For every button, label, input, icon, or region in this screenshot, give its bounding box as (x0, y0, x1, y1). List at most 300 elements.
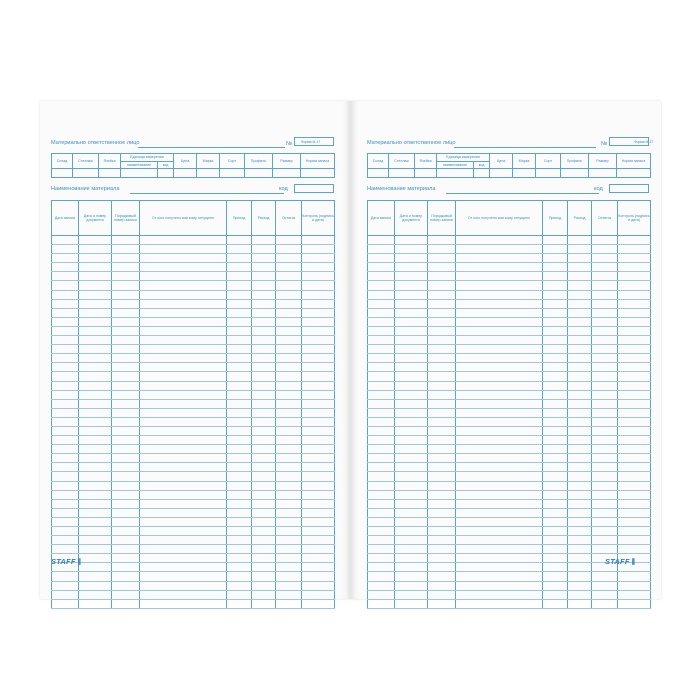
ledger-cell (112, 508, 140, 517)
ledger-cell (52, 472, 79, 481)
ledger-row (368, 445, 651, 454)
ledger-row (368, 245, 651, 254)
ledger-row (52, 326, 335, 335)
ledger-cell (568, 317, 592, 326)
ledger-cell (568, 336, 592, 345)
ledger-cell (302, 463, 335, 472)
ledger-cell (227, 554, 252, 563)
ledger-cell (79, 536, 112, 545)
ledger-cell (52, 372, 79, 381)
ledger-cell (592, 463, 618, 472)
ledger-cell (79, 481, 112, 490)
ledger-row (368, 281, 651, 290)
ledger-cell (592, 536, 618, 545)
staff-logo (51, 557, 81, 567)
ledger-cell (395, 399, 428, 408)
ledger-cell (52, 590, 79, 599)
ledger-cell (227, 372, 252, 381)
ledger-col-control: Контроль (подпись и дата) (618, 201, 651, 236)
col-price: Цена (490, 154, 513, 169)
ledger-col-income: Приход (543, 201, 568, 236)
ledger-cell (52, 272, 79, 281)
ledger-cell (227, 390, 252, 399)
ledger-cell (252, 399, 276, 408)
ledger-cell (252, 363, 276, 372)
ledger-cell (227, 417, 252, 426)
ledger-cell (302, 363, 335, 372)
ledger-cell (592, 490, 618, 499)
ledger-row (368, 354, 651, 363)
ledger-cell (568, 236, 592, 245)
ledger-row (368, 326, 651, 335)
ledger-cell (543, 236, 568, 245)
ledger-cell (618, 490, 651, 499)
ledger-cell (592, 336, 618, 345)
ledger-cell (543, 399, 568, 408)
ledger-cell (302, 490, 335, 499)
ledger-cell (227, 545, 252, 554)
ledger-cell (428, 554, 456, 563)
ledger-cell (79, 517, 112, 526)
ledger-cell (112, 390, 140, 399)
ledger-cell (276, 554, 302, 563)
ledger-cell (79, 272, 112, 281)
ledger-cell (592, 436, 618, 445)
ledger-cell (252, 290, 276, 299)
cell-empty (368, 169, 389, 178)
ledger-cell (395, 354, 428, 363)
ledger-cell (52, 417, 79, 426)
ledger-cell (227, 436, 252, 445)
ledger-cell (618, 481, 651, 490)
ledger-cell (302, 508, 335, 517)
ledger-cell (227, 281, 252, 290)
ledger-col-seq: Порядковый номер записи (428, 201, 456, 236)
ledger-cell (568, 508, 592, 517)
ledger-cell (428, 527, 456, 536)
ledger-row (52, 517, 335, 526)
ledger-cell (456, 472, 543, 481)
ledger-row (52, 363, 335, 372)
ledger-cell (395, 372, 428, 381)
ledger-row (52, 572, 335, 581)
ledger-cell (140, 254, 227, 263)
ledger-cell (568, 390, 592, 399)
ledger-row (368, 399, 651, 408)
ledger-cell (79, 390, 112, 399)
ledger-cell (302, 354, 335, 363)
ledger-cell (140, 308, 227, 317)
ledger-cell (302, 581, 335, 590)
ledger-cell (112, 527, 140, 536)
ledger-cell (112, 299, 140, 308)
ledger-cell (276, 481, 302, 490)
ledger-row (52, 381, 335, 390)
ledger-cell (543, 590, 568, 599)
ledger-cell (276, 517, 302, 526)
ledger-cell (428, 436, 456, 445)
ledger-cell (618, 536, 651, 545)
ledger-cell (252, 245, 276, 254)
ledger-cell (428, 445, 456, 454)
ledger-cell (568, 399, 592, 408)
ledger-cell (302, 527, 335, 536)
ledger-cell (140, 463, 227, 472)
ledger-cell (618, 408, 651, 417)
ledger-cell (252, 336, 276, 345)
ledger-cell (276, 245, 302, 254)
code-label: код (279, 186, 288, 192)
ledger-cell (428, 572, 456, 581)
ledger-cell (592, 272, 618, 281)
ledger-cell (52, 390, 79, 399)
ledger-cell (368, 308, 395, 317)
ledger-cell (428, 581, 456, 590)
ledger-cell (368, 599, 395, 608)
ledger-cell (276, 381, 302, 390)
cell-empty (220, 169, 245, 178)
ledger-cell (543, 263, 568, 272)
ledger-cell (456, 308, 543, 317)
ledger-cell (79, 354, 112, 363)
ledger-cell (618, 272, 651, 281)
ledger-cell (592, 481, 618, 490)
ledger-cell (302, 590, 335, 599)
ledger-cell (79, 408, 112, 417)
ledger-row (52, 236, 335, 245)
ledger-cell (140, 527, 227, 536)
ledger-cell (302, 299, 335, 308)
ledger-cell (112, 517, 140, 526)
ledger-row (52, 445, 335, 454)
ledger-cell (428, 508, 456, 517)
ledger-cell (302, 536, 335, 545)
ledger-cell (592, 590, 618, 599)
ledger-cell (395, 463, 428, 472)
ledger-cell (112, 599, 140, 608)
ledger-cell (79, 236, 112, 245)
ledger-cell (618, 499, 651, 508)
ledger-cell (140, 390, 227, 399)
ledger-cell (456, 454, 543, 463)
ledger-cell (112, 572, 140, 581)
ledger-cell (618, 254, 651, 263)
ledger-cell (276, 290, 302, 299)
ledger-cell (140, 581, 227, 590)
ledger-cell (252, 481, 276, 490)
ledger-row (52, 336, 335, 345)
ledger-cell (368, 417, 395, 426)
ledger-cell (395, 272, 428, 281)
ledger-cell (52, 345, 79, 354)
ledger-cell (568, 554, 592, 563)
ledger-cell (543, 472, 568, 481)
ledger-row (52, 454, 335, 463)
ledger-cell (276, 345, 302, 354)
col-brand: Марка (197, 154, 220, 169)
ledger-cell (568, 436, 592, 445)
ledger-cell (79, 527, 112, 536)
ledger-cell (618, 436, 651, 445)
ledger-cell (543, 381, 568, 390)
ledger-cell (52, 290, 79, 299)
cell-empty (121, 169, 158, 178)
ledger-cell (112, 399, 140, 408)
ledger-cell (428, 372, 456, 381)
ledger-cell (227, 381, 252, 390)
ledger-cell (227, 463, 252, 472)
ledger-cell (368, 454, 395, 463)
ledger-cell (276, 390, 302, 399)
ledger-cell (543, 299, 568, 308)
ledger-cell (276, 308, 302, 317)
ledger-cell (456, 590, 543, 599)
ledger-row (368, 481, 651, 490)
ledger-cell (395, 381, 428, 390)
ledger-cell (592, 281, 618, 290)
ledger-cell (395, 472, 428, 481)
cell-empty (273, 169, 301, 178)
ledger-cell (618, 445, 651, 454)
ledger-cell (252, 308, 276, 317)
ledger-cell (618, 417, 651, 426)
ledger-cell (592, 354, 618, 363)
ledger-cell (52, 463, 79, 472)
ledger-cell (252, 490, 276, 499)
ledger-cell (140, 599, 227, 608)
ledger-cell (618, 299, 651, 308)
ledger-cell (456, 263, 543, 272)
ledger-cell (592, 254, 618, 263)
ledger-row (368, 372, 651, 381)
ledger-cell (52, 317, 79, 326)
ledger-cell (140, 281, 227, 290)
ledger-cell (52, 236, 79, 245)
ledger-cell (52, 536, 79, 545)
cell-empty (174, 169, 197, 178)
ledger-row (52, 345, 335, 354)
ledger-cell (302, 245, 335, 254)
ledger-cell (543, 581, 568, 590)
ledger-cell (112, 536, 140, 545)
ledger-cell (276, 326, 302, 335)
ledger-cell (227, 336, 252, 345)
ledger-cell (543, 599, 568, 608)
ledger-cell (302, 436, 335, 445)
ledger-cell (428, 336, 456, 345)
ledger-cell (112, 490, 140, 499)
ledger-row (52, 272, 335, 281)
ledger-cell (52, 445, 79, 454)
ledger-cell (543, 345, 568, 354)
ledger-cell (252, 272, 276, 281)
ledger-cell (252, 527, 276, 536)
ledger-row (368, 590, 651, 599)
ledger-cell (227, 299, 252, 308)
ledger-cell (395, 281, 428, 290)
ledger-cell (428, 390, 456, 399)
ledger-cell (592, 454, 618, 463)
ledger-cell (276, 436, 302, 445)
ledger-cell (140, 490, 227, 499)
ledger-cell (140, 263, 227, 272)
ledger-cell (140, 326, 227, 335)
ledger-cell (395, 454, 428, 463)
ledger-cell (456, 481, 543, 490)
ledger-cell (568, 572, 592, 581)
ledger-cell (618, 372, 651, 381)
ledger-cell (592, 572, 618, 581)
ledger-cell (568, 417, 592, 426)
col-unit-code: код (474, 161, 490, 169)
ledger-cell (112, 545, 140, 554)
ledger-cell (395, 326, 428, 335)
ledger-cell (618, 381, 651, 390)
ledger-cell (276, 254, 302, 263)
cell-empty (99, 169, 121, 178)
ledger-cell (543, 372, 568, 381)
ledger-cell (112, 436, 140, 445)
ledger-cell (428, 545, 456, 554)
ledger-cell (618, 517, 651, 526)
ledger-cell (456, 363, 543, 372)
ledger-cell (227, 426, 252, 435)
ledger-row (368, 463, 651, 472)
ledger-cell (368, 563, 395, 572)
ledger-cell (112, 254, 140, 263)
ledger-cell (428, 236, 456, 245)
ledger-row (368, 499, 651, 508)
ledger-cell (368, 590, 395, 599)
ledger-cell (618, 290, 651, 299)
ledger-cell (456, 490, 543, 499)
ledger-cell (368, 426, 395, 435)
ledger-cell (618, 599, 651, 608)
ledger-cell (302, 517, 335, 526)
ledger-cell (568, 263, 592, 272)
ledger-cell (395, 417, 428, 426)
ledger-cell (368, 490, 395, 499)
ledger-cell (395, 263, 428, 272)
ledger-cell (140, 563, 227, 572)
ledger-cell (227, 517, 252, 526)
ledger-cell (79, 454, 112, 463)
ledger-row (368, 336, 651, 345)
ledger-cell (302, 599, 335, 608)
ledger-cell (368, 245, 395, 254)
ledger-cell (395, 308, 428, 317)
ledger-row (368, 236, 651, 245)
ledger-cell (368, 517, 395, 526)
ledger-cell (368, 390, 395, 399)
ledger-cell (227, 445, 252, 454)
ledger-cell (618, 336, 651, 345)
ledger-cell (568, 490, 592, 499)
ledger-col-balance: Остаток (592, 201, 618, 236)
form-number: Форма М-17 (301, 140, 321, 144)
ledger-cell (276, 426, 302, 435)
ledger-row (52, 408, 335, 417)
ledger-cell (112, 472, 140, 481)
ledger-cell (227, 481, 252, 490)
ledger-cell (252, 590, 276, 599)
logo-text: STAFF (605, 557, 630, 566)
ledger-cell (568, 363, 592, 372)
ledger-cell (252, 254, 276, 263)
ledger-cell (368, 326, 395, 335)
ledger-cell (79, 590, 112, 599)
ledger-cell (568, 590, 592, 599)
ledger-cell (618, 390, 651, 399)
ledger-cell (79, 508, 112, 517)
ledger-cell (592, 390, 618, 399)
ledger-col-balance: Остаток (276, 201, 302, 236)
ledger-cell (276, 272, 302, 281)
ledger-cell (395, 572, 428, 581)
ledger-cell (456, 299, 543, 308)
ledger-cell (302, 408, 335, 417)
col-size: Размер (589, 154, 617, 169)
ledger-cell (428, 499, 456, 508)
ledger-cell (276, 536, 302, 545)
ledger-col-seq: Порядковый номер записи (112, 201, 140, 236)
ledger-cell (252, 463, 276, 472)
ledger-row (368, 254, 651, 263)
ledger-cell (568, 563, 592, 572)
ledger-cell (79, 563, 112, 572)
ledger-cell (52, 399, 79, 408)
ledger-cell (568, 326, 592, 335)
ledger-cell (252, 299, 276, 308)
ledger-cell (112, 554, 140, 563)
ledger-cell (543, 281, 568, 290)
ledger-cell (543, 326, 568, 335)
ledger-cell (140, 290, 227, 299)
ledger-cell (456, 599, 543, 608)
ledger-col-party: От кого получено или кому отпущено (456, 201, 543, 236)
ledger-cell (227, 581, 252, 590)
ledger-cell (252, 354, 276, 363)
ledger-cell (276, 527, 302, 536)
ledger-cell (368, 536, 395, 545)
ledger-cell (227, 454, 252, 463)
ledger-cell (368, 299, 395, 308)
ledger-cell (543, 545, 568, 554)
ledger-cell (368, 545, 395, 554)
ledger-cell (79, 290, 112, 299)
ledger-cell (140, 499, 227, 508)
ledger-cell (368, 436, 395, 445)
ledger-cell (276, 499, 302, 508)
ledger-cell (52, 572, 79, 581)
ledger-cell (252, 345, 276, 354)
ledger-cell (395, 299, 428, 308)
ledger-cell (568, 599, 592, 608)
ledger-cell (252, 408, 276, 417)
ledger-cell (368, 554, 395, 563)
ledger-cell (112, 263, 140, 272)
ledger-cell (456, 290, 543, 299)
ledger-cell (395, 517, 428, 526)
cell-empty (197, 169, 220, 178)
ledger-cell (112, 326, 140, 335)
ledger-cell (252, 581, 276, 590)
ledger-row (368, 381, 651, 390)
ledger-cell (395, 590, 428, 599)
ledger-row (52, 481, 335, 490)
ledger-cell (79, 554, 112, 563)
ledger-cell (568, 290, 592, 299)
